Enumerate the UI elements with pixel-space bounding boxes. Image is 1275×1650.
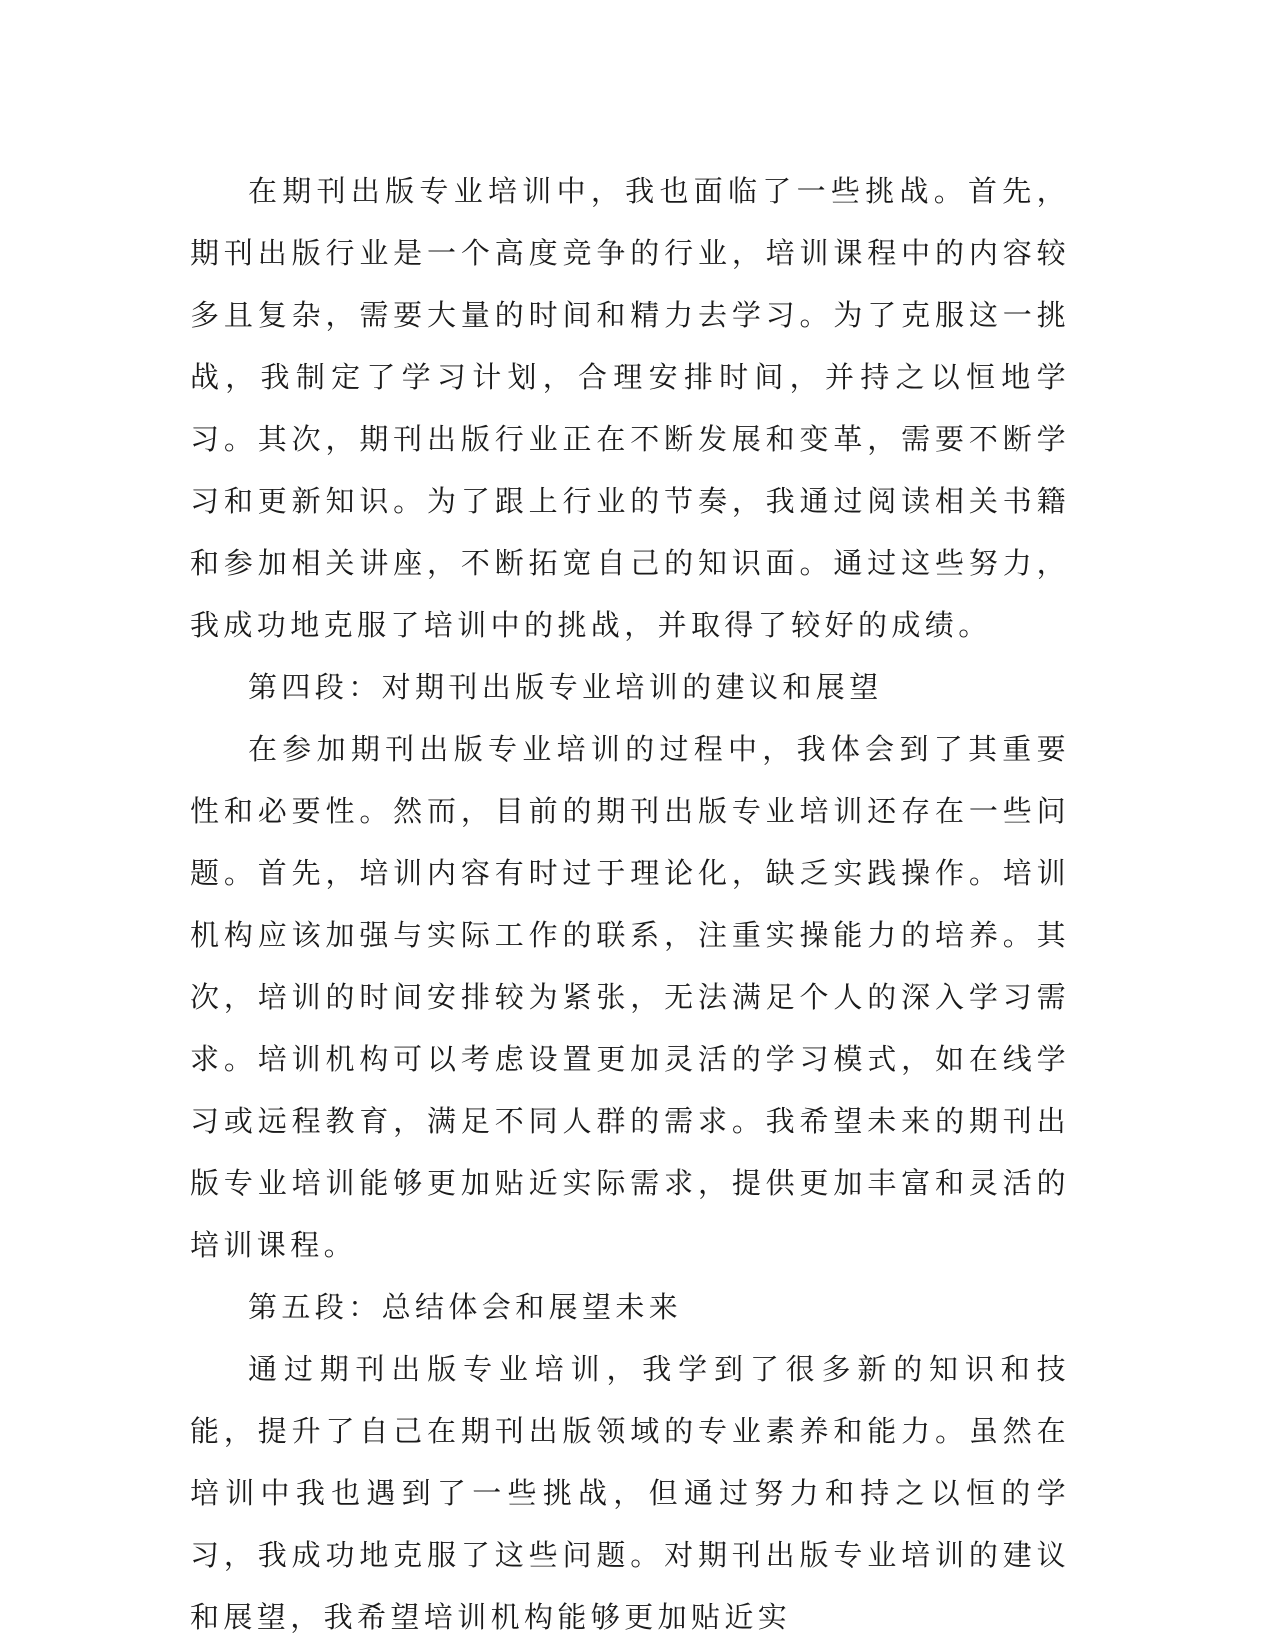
section-heading-5: 第五段：总结体会和展望未来 [248, 1290, 683, 1324]
section-heading-4: 第四段：对期刊出版专业培训的建议和展望 [248, 670, 883, 704]
paragraph-summary: 通过期刊出版专业培训，我学到了很多新的知识和技能，提升了自己在期刊出版领域的专业素养和能力。虽然在培训中我也遇到了一些挑战，但通过努力和持之以恒的学习，我成功地克服了这些问题。对期刊出版专业培训的建议和展望，我希望培训机构能够更加贴近实 [190, 1352, 1070, 1634]
paragraph-challenges: 在期刊出版专业培训中，我也面临了一些挑战。首先，期刊出版行业是一个高度竞争的行业，培训课程中的内容较多且复杂，需要大量的时间和精力去学习。为了克服这一挑战，我制定了学习计划，合理安排时间，并持之以恒地学习。其次，期刊出版行业正在不断发展和变革，需要不断学习和更新知识。为了跟上行业的节奏，我通过阅读相关书籍和参加相关讲座，不断拓宽自己的知识面。通过这些努力，我成功地克服了培训中的挑战，并取得了较好的成绩。 [190, 174, 1070, 642]
paragraph-suggestions: 在参加期刊出版专业培训的过程中，我体会到了其重要性和必要性。然而，目前的期刊出版专业培训还存在一些问题。首先，培训内容有时过于理论化，缺乏实践操作。培训机构应该加强与实际工作的联系，注重实操能力的培养。其次，培训的时间安排较为紧张，无法满足个人的深入学习需求。培训机构可以考虑设置更加灵活的学习模式，如在线学习或远程教育，满足不同人群的需求。我希望未来的期刊出版专业培训能够更加贴近实际需求，提供更加丰富和灵活的培训课程。 [190, 732, 1070, 1262]
document-body [190, 160, 1070, 1648]
